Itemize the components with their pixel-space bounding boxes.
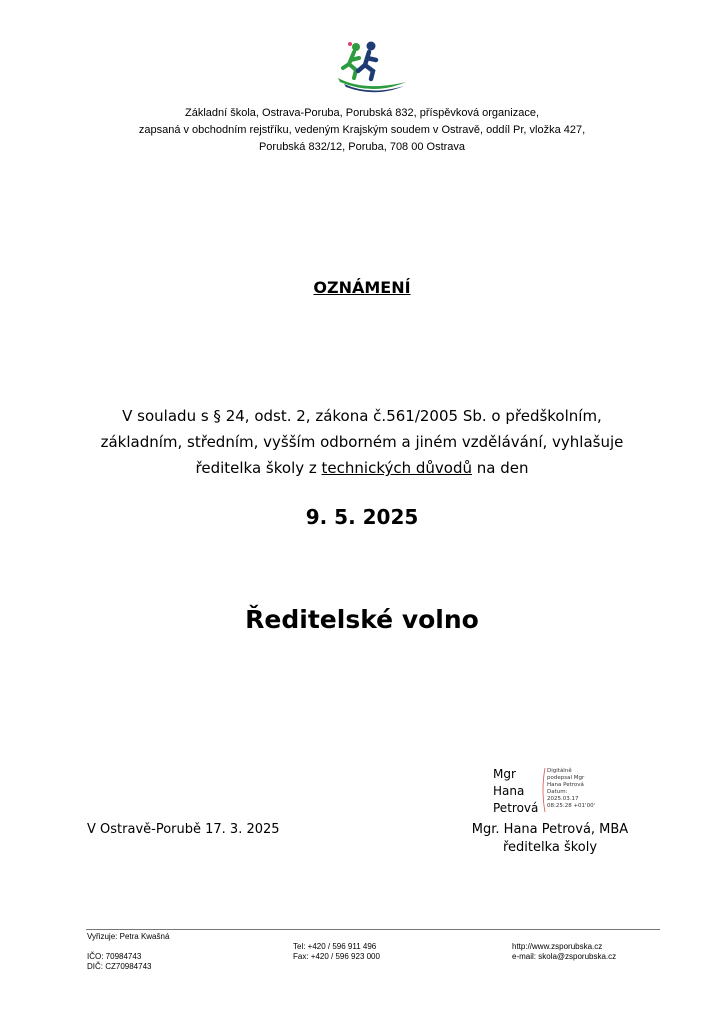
- body-line-3: [0, 457, 724, 479]
- school-logo: [334, 38, 408, 96]
- body-line-1: V souladu s § 24, odst. 2, zákona č.561/2005 Sb. o předškolním,: [122, 407, 602, 425]
- signature-detail-6: 08:25:28 +01'00': [547, 803, 596, 809]
- signatory-name: Mgr. Hana Petrová, MBA: [471, 822, 629, 837]
- technical-reasons-text: technických důvodů: [321, 459, 472, 477]
- signature-name-3: Petrová: [493, 801, 539, 815]
- place-date: V Ostravě-Porubě 17. 3. 2025: [87, 822, 280, 837]
- footer-ico: IČO: 70984743: [87, 952, 142, 961]
- main-heading: Ředitelské volno: [245, 605, 479, 634]
- footer-tel: Tel: +420 / 596 911 496: [293, 942, 377, 951]
- footer-dic: DIČ: CZ70984743: [87, 962, 152, 971]
- signature-detail-3: Hana Petrová: [547, 782, 584, 788]
- footer-web: http://www.zsporubska.cz: [512, 942, 603, 951]
- closure-date: 9. 5. 2025: [305, 505, 419, 529]
- signature-name-2: Hana: [493, 784, 525, 798]
- digital-signature: [493, 766, 538, 817]
- signature-detail-4: Datum:: [547, 789, 568, 795]
- signature-detail-5: 2025.03.17: [547, 796, 579, 802]
- signature-name-1: Mgr: [493, 767, 516, 781]
- footer-handled-by: Vyřizuje: Petra Kwašná: [87, 932, 170, 941]
- signatory-role: ředitelka školy: [502, 840, 598, 855]
- header-line-1: Základní škola, Ostrava-Poruba, Porubská 832, příspěvková organizace,: [184, 107, 540, 119]
- footer-divider: [86, 929, 660, 930]
- footer-fax: Fax: +420 / 596 923 000: [293, 952, 380, 961]
- header-line-3: Porubská 832/12, Poruba, 708 00 Ostrava: [258, 141, 466, 153]
- body-line-2: základním, středním, vyšším odborném a jiném vzdělávání, vyhlašuje: [100, 433, 624, 451]
- document-title: OZNÁMENÍ: [313, 278, 411, 297]
- footer-email: e-mail: skola@zsporubska.cz: [512, 952, 617, 961]
- body-line-3-start: ředitelka školy z: [195, 459, 322, 477]
- body-line-3-end: na den: [471, 459, 529, 477]
- signature-details: [547, 768, 595, 810]
- signature-detail-2: podepsal Mgr: [547, 775, 585, 781]
- header-line-2: zapsaná v obchodním rejstříku, vedeným Krajským soudem v Ostravě, oddíl Pr, vložka 427,: [138, 124, 586, 136]
- signature-detail-1: Digitálně: [547, 768, 572, 774]
